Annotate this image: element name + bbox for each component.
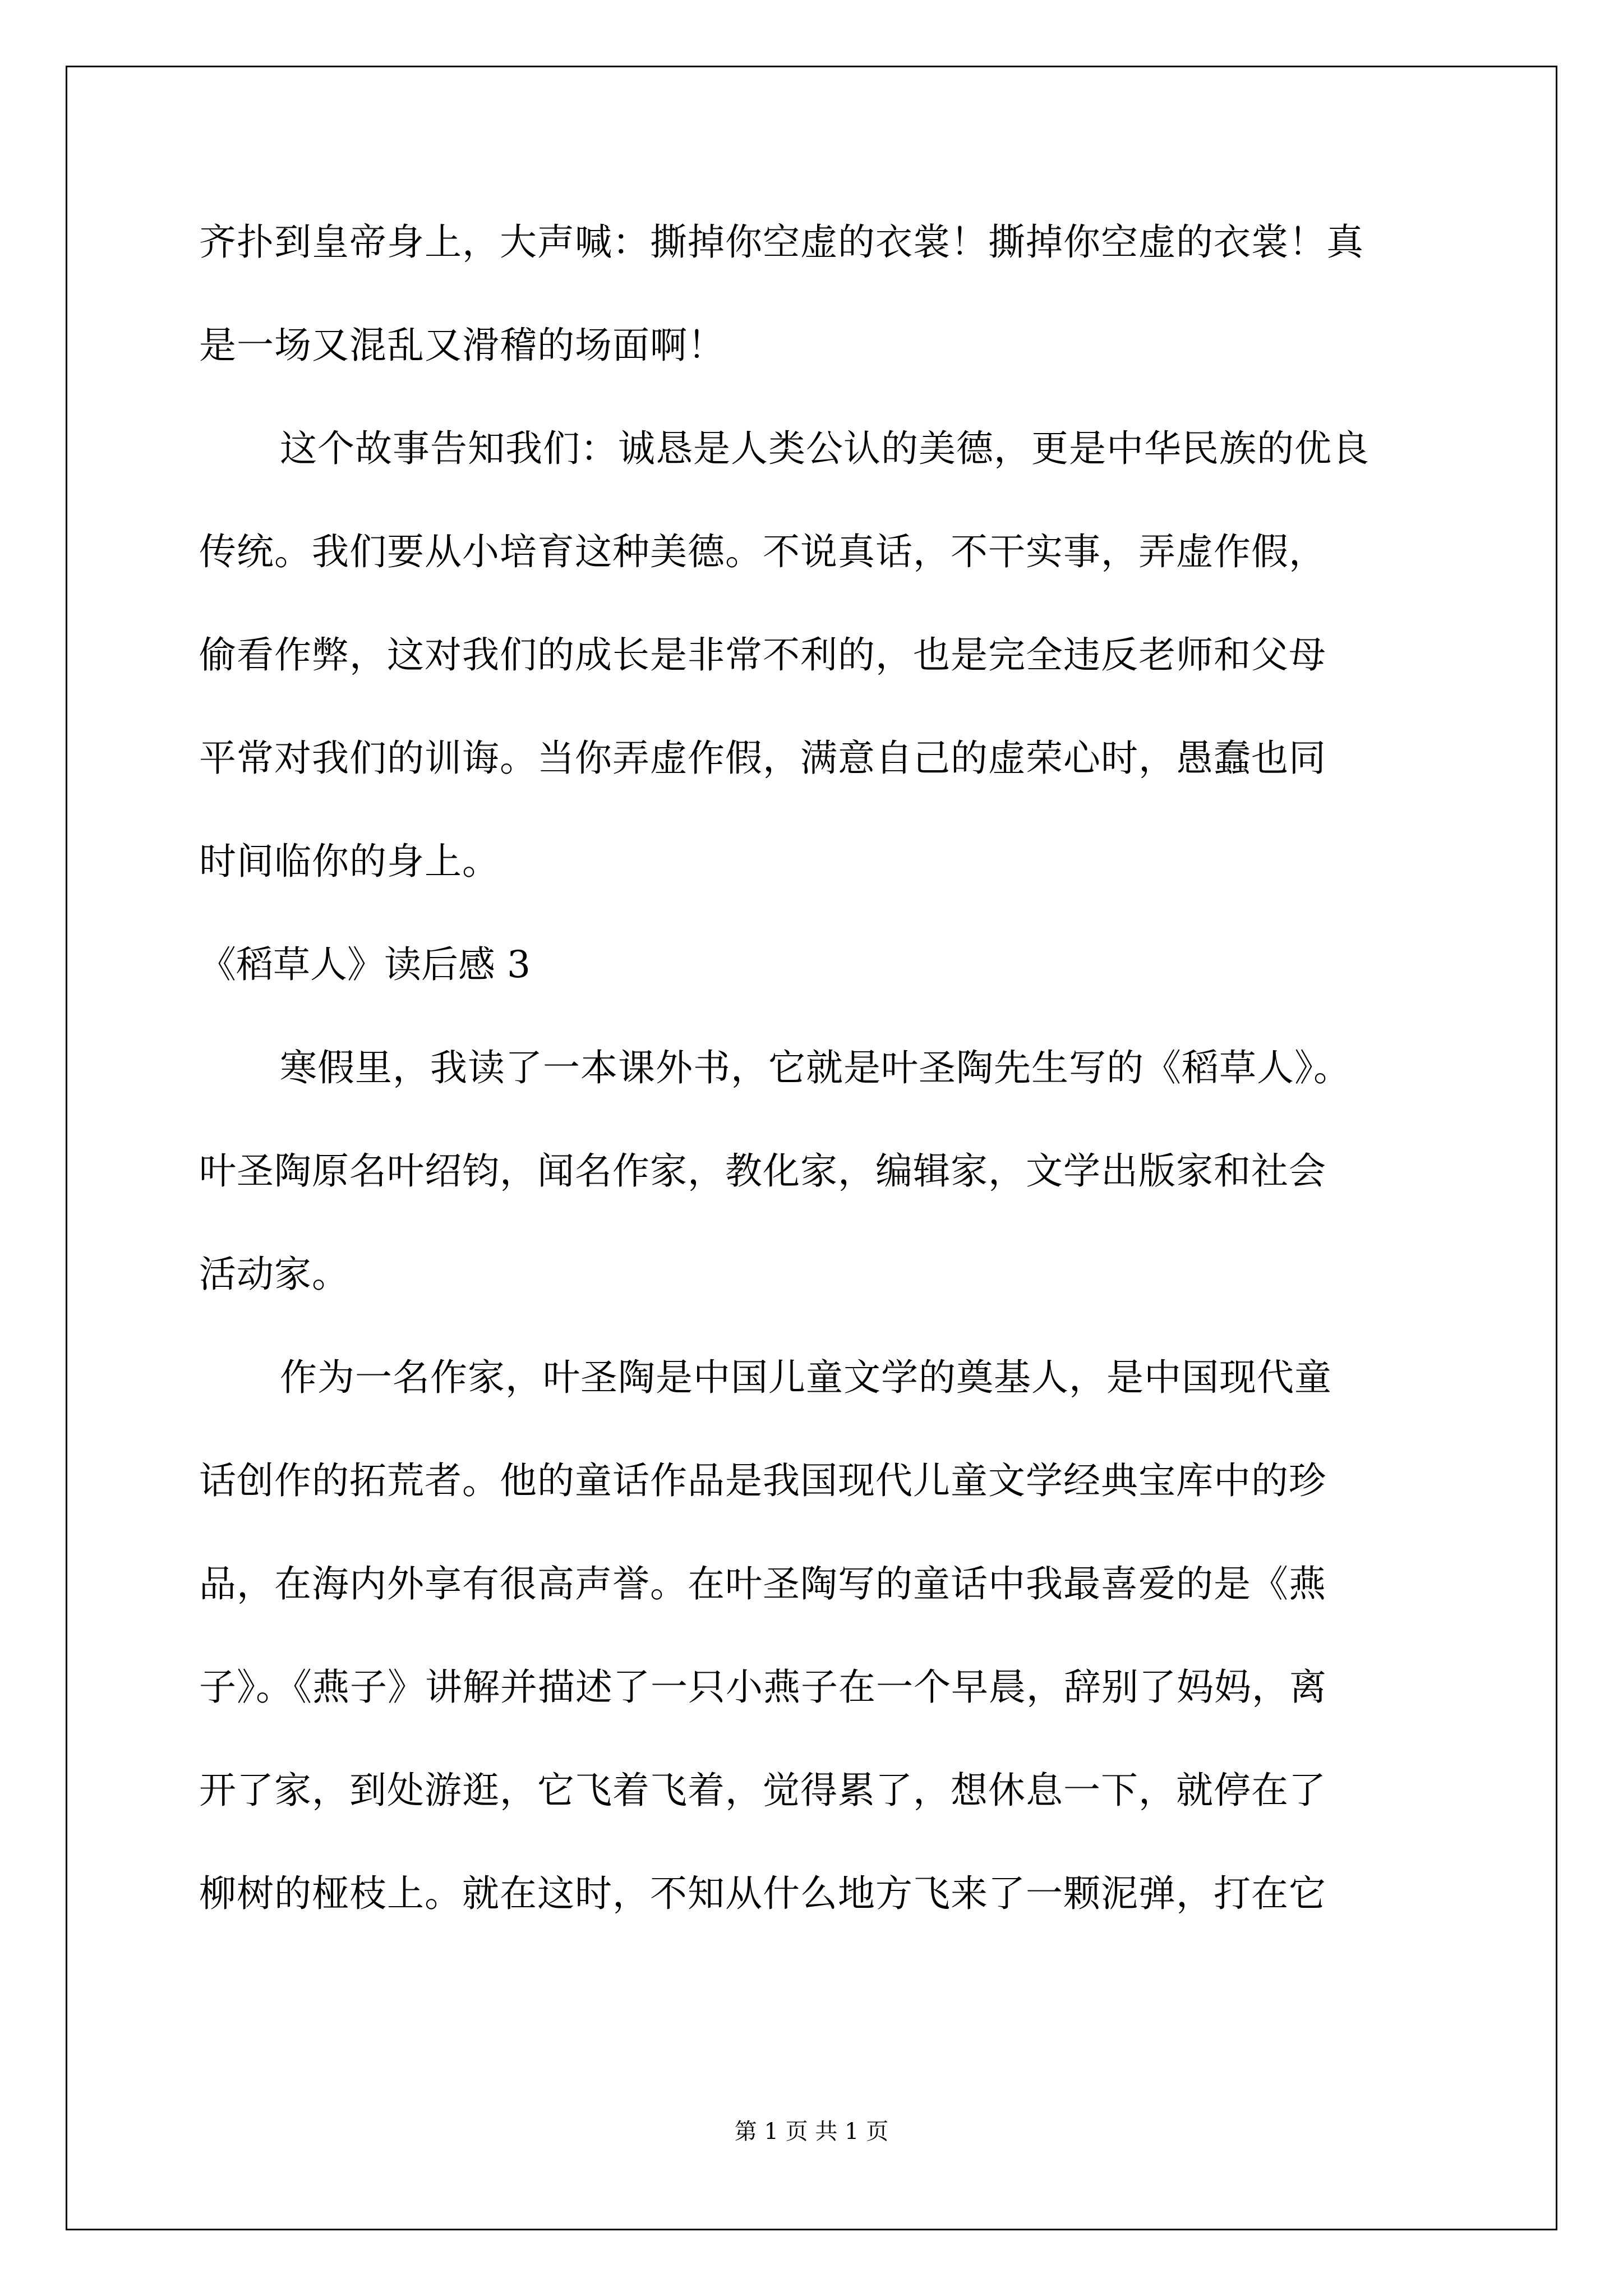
text-line: 偷看作弊，这对我们的成长是非常不利的，也是完全违反老师和父母 <box>199 633 1326 677</box>
page-footer: 第 1 页 共 1 页 <box>734 2119 889 2145</box>
paragraph-author <box>199 1326 1438 1945</box>
section-heading: 《稻草人》读后感 3 <box>199 943 531 986</box>
text-line: 传统。我们要从小培育这种美德。不说真话，不干实事，弄虚作假， <box>199 530 1326 573</box>
paragraph-continuation <box>199 191 1438 397</box>
text-line: 是一场又混乱又滑稽的场面啊！ <box>199 324 725 367</box>
paragraph-moral <box>199 397 1438 913</box>
text-line: 子》。《燕子》讲解并描述了一只小燕子在一个早晨，辞别了妈妈，离 <box>199 1665 1327 1709</box>
text-line: 这个故事告知我们：诚恳是人类公认的美德，更是中华民族的优良 <box>280 427 1370 470</box>
document-body <box>199 191 1438 1945</box>
text-line: 话创作的拓荒者。他的童话作品是我国现代儿童文学经典宝库中的珍 <box>199 1459 1326 1502</box>
paragraph-intro <box>199 1016 1438 1326</box>
text-line: 柳树的桠枝上。就在这时，不知从什么地方飞来了一颗泥弹，打在它 <box>199 1872 1326 1915</box>
text-line: 品，在海内外享有很高声誉。在叶圣陶写的童话中我最喜爱的是《燕 <box>199 1562 1326 1605</box>
text-line: 时间临你的身上。 <box>199 840 500 883</box>
text-line: 寒假里，我读了一本课外书，它就是叶圣陶先生写的《稻草人》。 <box>280 1046 1351 1089</box>
text-line: 作为一名作家，叶圣陶是中国儿童文学的奠基人，是中国现代童 <box>280 1356 1332 1399</box>
text-line: 齐扑到皇帝身上，大声喊：撕掉你空虚的衣裳！撕掉你空虚的衣裳！真 <box>199 220 1364 264</box>
text-line: 开了家，到处游逛，它飞着飞着，觉得累了，想休息一下，就停在了 <box>199 1769 1326 1812</box>
text-line: 活动家。 <box>199 1253 349 1296</box>
text-line: 叶圣陶原名叶绍钧，闻名作家，教化家，编辑家，文学出版家和社会 <box>199 1149 1326 1193</box>
text-line: 平常对我们的训诲。当你弄虚作假，满意自己的虚荣心时，愚蠢也同 <box>199 737 1326 780</box>
